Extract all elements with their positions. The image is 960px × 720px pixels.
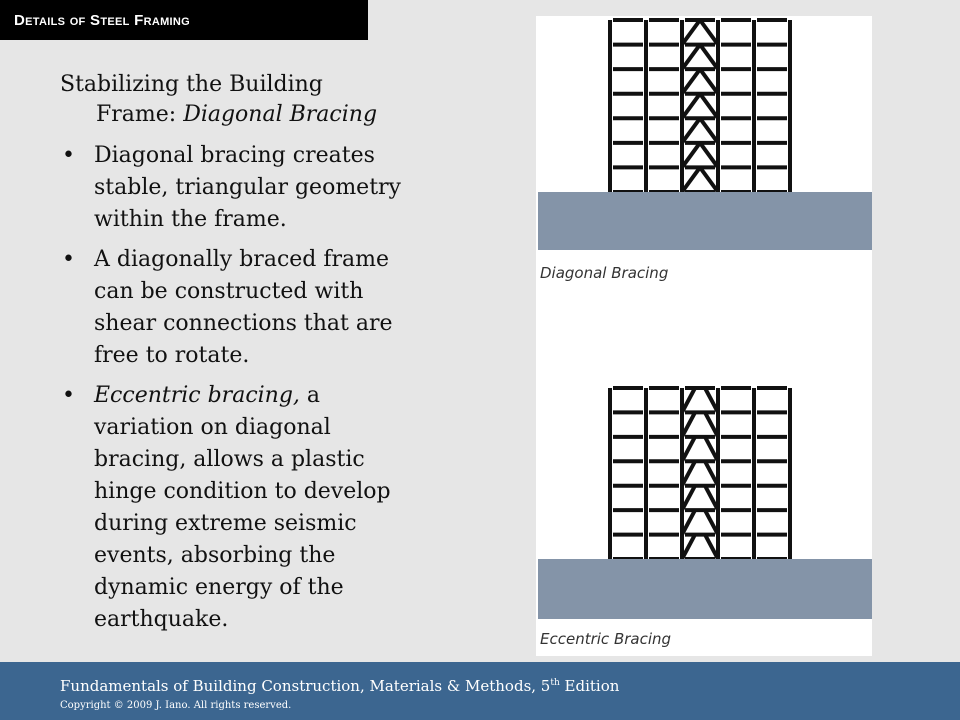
- bullet-italic: Eccentric bracing,: [94, 383, 300, 408]
- bullet-item: [60, 380, 405, 636]
- slide-title-tab: [0, 0, 368, 40]
- bracing-diagram: [536, 16, 872, 656]
- copyright-text: Copyright © 2009 J. Iano. All rights reserved.: [60, 700, 292, 711]
- bullet-item: [60, 244, 405, 372]
- diagonal-brace: [700, 118, 718, 143]
- diagonal-brace: [700, 45, 718, 70]
- diagonal-brace: [682, 94, 700, 119]
- book-title-text: Fundamentals of Building Construction, Materials & Methods, 5: [60, 677, 551, 695]
- edition-suffix: Edition: [559, 677, 620, 695]
- bullet-list: [60, 140, 405, 644]
- bracing-figure: [536, 16, 872, 656]
- diagonal-brace: [682, 118, 700, 143]
- bullet-item: [60, 140, 405, 236]
- heading-line-2-italic: Diagonal Bracing: [183, 102, 378, 127]
- bullet-text: Diagonal bracing creates stable, triangular geometry within the frame.: [94, 143, 401, 232]
- heading-line-2: [60, 100, 420, 130]
- diagonal-brace: [700, 167, 718, 192]
- diagonal-brace: [700, 94, 718, 119]
- slide-heading: [60, 70, 420, 130]
- diagonal-brace: [682, 20, 700, 45]
- diagonal-brace: [700, 69, 718, 94]
- bullet-dot: •: [62, 247, 75, 272]
- bullet-dot: •: [62, 143, 75, 168]
- diagonal-brace: [682, 45, 700, 70]
- heading-line-2-plain: Frame:: [96, 102, 184, 127]
- diagonal-brace: [700, 20, 718, 45]
- eccentric-bracing-frame: [610, 388, 790, 559]
- diagonal-brace: [682, 69, 700, 94]
- edition-superscript: th: [550, 678, 560, 688]
- bullet-text: A diagonally braced frame can be constructed with shear connections that are free to rotate.: [94, 247, 393, 368]
- ground-slab-top: [538, 192, 872, 250]
- diagonal-brace: [682, 143, 700, 168]
- diagonal-bracing-frame: [610, 20, 790, 192]
- footer-bar: [0, 662, 960, 720]
- slide-title: Details of Steel Framing: [14, 11, 190, 29]
- eccentric-bracing-caption: Eccentric Bracing: [540, 630, 672, 648]
- bullet-text: a variation on diagonal bracing, allows a plastic hinge condition to develop during extreme seismic events, absorbing the dynamic energy of the earthquake.: [94, 383, 391, 632]
- bullet-dot: •: [62, 383, 75, 408]
- ground-slab-bottom: [538, 559, 872, 619]
- book-title: [60, 677, 619, 695]
- diagonal-brace: [700, 143, 718, 168]
- diagonal-brace: [682, 167, 700, 192]
- heading-line-1: Stabilizing the Building: [60, 72, 323, 97]
- diagonal-bracing-caption: Diagonal Bracing: [540, 264, 669, 282]
